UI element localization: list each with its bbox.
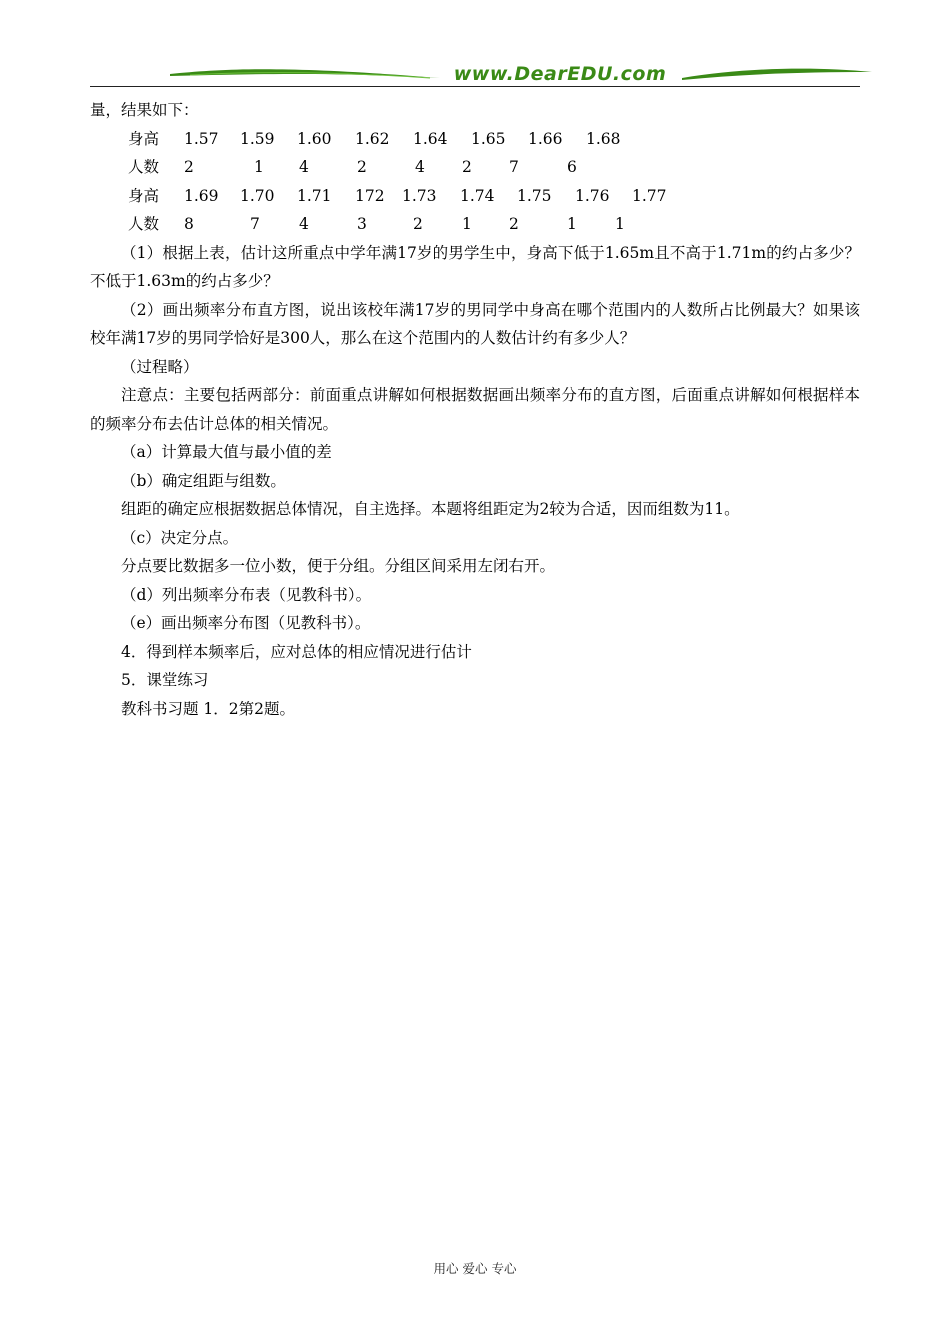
table-cell: 1 (567, 215, 577, 233)
table-row (90, 153, 860, 182)
step-d: （d）列出频率分布表（见教科书）。 (121, 585, 372, 604)
table-cell: 2 (357, 158, 367, 176)
row-label: 身高 (128, 129, 160, 148)
table-row (90, 182, 860, 211)
table-cell: 1.73 (402, 186, 437, 205)
table-cell: 4 (415, 158, 425, 176)
table-cell: 1 (462, 215, 472, 233)
table-cell: 1.59 (240, 129, 275, 148)
exercise-reference: 教科书习题 1．2第2题。 (121, 699, 296, 718)
site-logo: www.DearEDU.com (453, 63, 667, 85)
table-cell: 2 (184, 158, 194, 176)
table-cell: 1.71 (297, 186, 332, 205)
table-cell: 1 (615, 215, 625, 233)
intro-text: 量，结果如下： (90, 101, 199, 119)
table-cell: 2 (509, 215, 519, 233)
page-footer: 用心 爱心 专心 (433, 1261, 517, 1276)
table-cell: 1 (254, 158, 264, 176)
section-4: 4．得到样本频率后，应对总体的相应情况进行估计 (121, 642, 472, 661)
cut-points-text: 分点要比数据多一位小数，便于分组。分组区间采用左闭右开。 (121, 557, 556, 575)
step-b: （b）确定组距与组数。 (121, 471, 286, 490)
table-cell: 1.64 (413, 129, 448, 148)
table-cell: 2 (462, 158, 472, 176)
table-cell: 1.69 (184, 186, 219, 205)
table-cell: 1.68 (586, 129, 621, 148)
height-data-table (90, 125, 860, 239)
header-rule (90, 86, 860, 87)
table-row (90, 210, 860, 239)
attention-points: 注意点：主要包括两部分：前面重点讲解如何根据数据画出频率分布的直方图，后面重点讲解如何根据样本的频率分布去估计总体的相关情况。 (90, 386, 860, 433)
group-interval-text: 组距的确定应根据数据总体情况，自主选择。本题将组距定为2较为合适，因而组数为11。 (121, 500, 740, 518)
process-note: （过程略） (121, 357, 199, 376)
right-swoosh-decoration (682, 66, 872, 84)
row-label: 身高 (128, 186, 160, 205)
step-e: （e）画出频率分布图（见教科书）。 (121, 614, 371, 632)
table-cell: 1.76 (575, 186, 610, 205)
table-cell: 6 (567, 158, 577, 176)
row-label: 人数 (128, 158, 160, 176)
table-cell: 1.57 (184, 129, 219, 148)
table-cell: 7 (509, 158, 519, 176)
table-cell: 7 (250, 215, 260, 233)
step-a: （a）计算最大值与最小值的差 (121, 443, 332, 461)
table-cell: 1.75 (517, 186, 552, 205)
table-cell: 172 (355, 186, 385, 205)
table-cell: 1.74 (460, 186, 495, 205)
table-cell: 1.62 (355, 129, 390, 148)
table-cell: 8 (184, 215, 194, 233)
table-cell: 1.77 (632, 186, 667, 205)
table-cell: 2 (413, 215, 423, 233)
left-swoosh-decoration (170, 66, 440, 84)
page-header (90, 60, 860, 92)
table-row (90, 125, 860, 154)
table-cell: 1.70 (240, 186, 275, 205)
table-cell: 4 (299, 158, 309, 176)
table-cell: 1.65 (471, 129, 506, 148)
row-label: 人数 (128, 215, 160, 233)
document-body (90, 96, 860, 723)
table-cell: 1.66 (528, 129, 563, 148)
table-cell: 4 (299, 215, 309, 233)
question-2: （2）画出频率分布直方图，说出该校年满17岁的男同学中身高在哪个范围内的人数所占比例最大？如果该校年满17岁的男同学恰好是300人，那么在这个范围内的人数估计约有多少人？ (90, 300, 860, 347)
section-5: 5．课堂练习 (121, 671, 209, 689)
step-c: （c）决定分点。 (121, 528, 239, 547)
question-1: （1）根据上表，估计这所重点中学年满17岁的男学生中，身高下低于1.65m且不高于1.71m的约占多少？不低于1.63m的约占多少？ (90, 243, 860, 290)
table-cell: 1.60 (297, 129, 332, 148)
table-cell: 3 (357, 215, 367, 233)
